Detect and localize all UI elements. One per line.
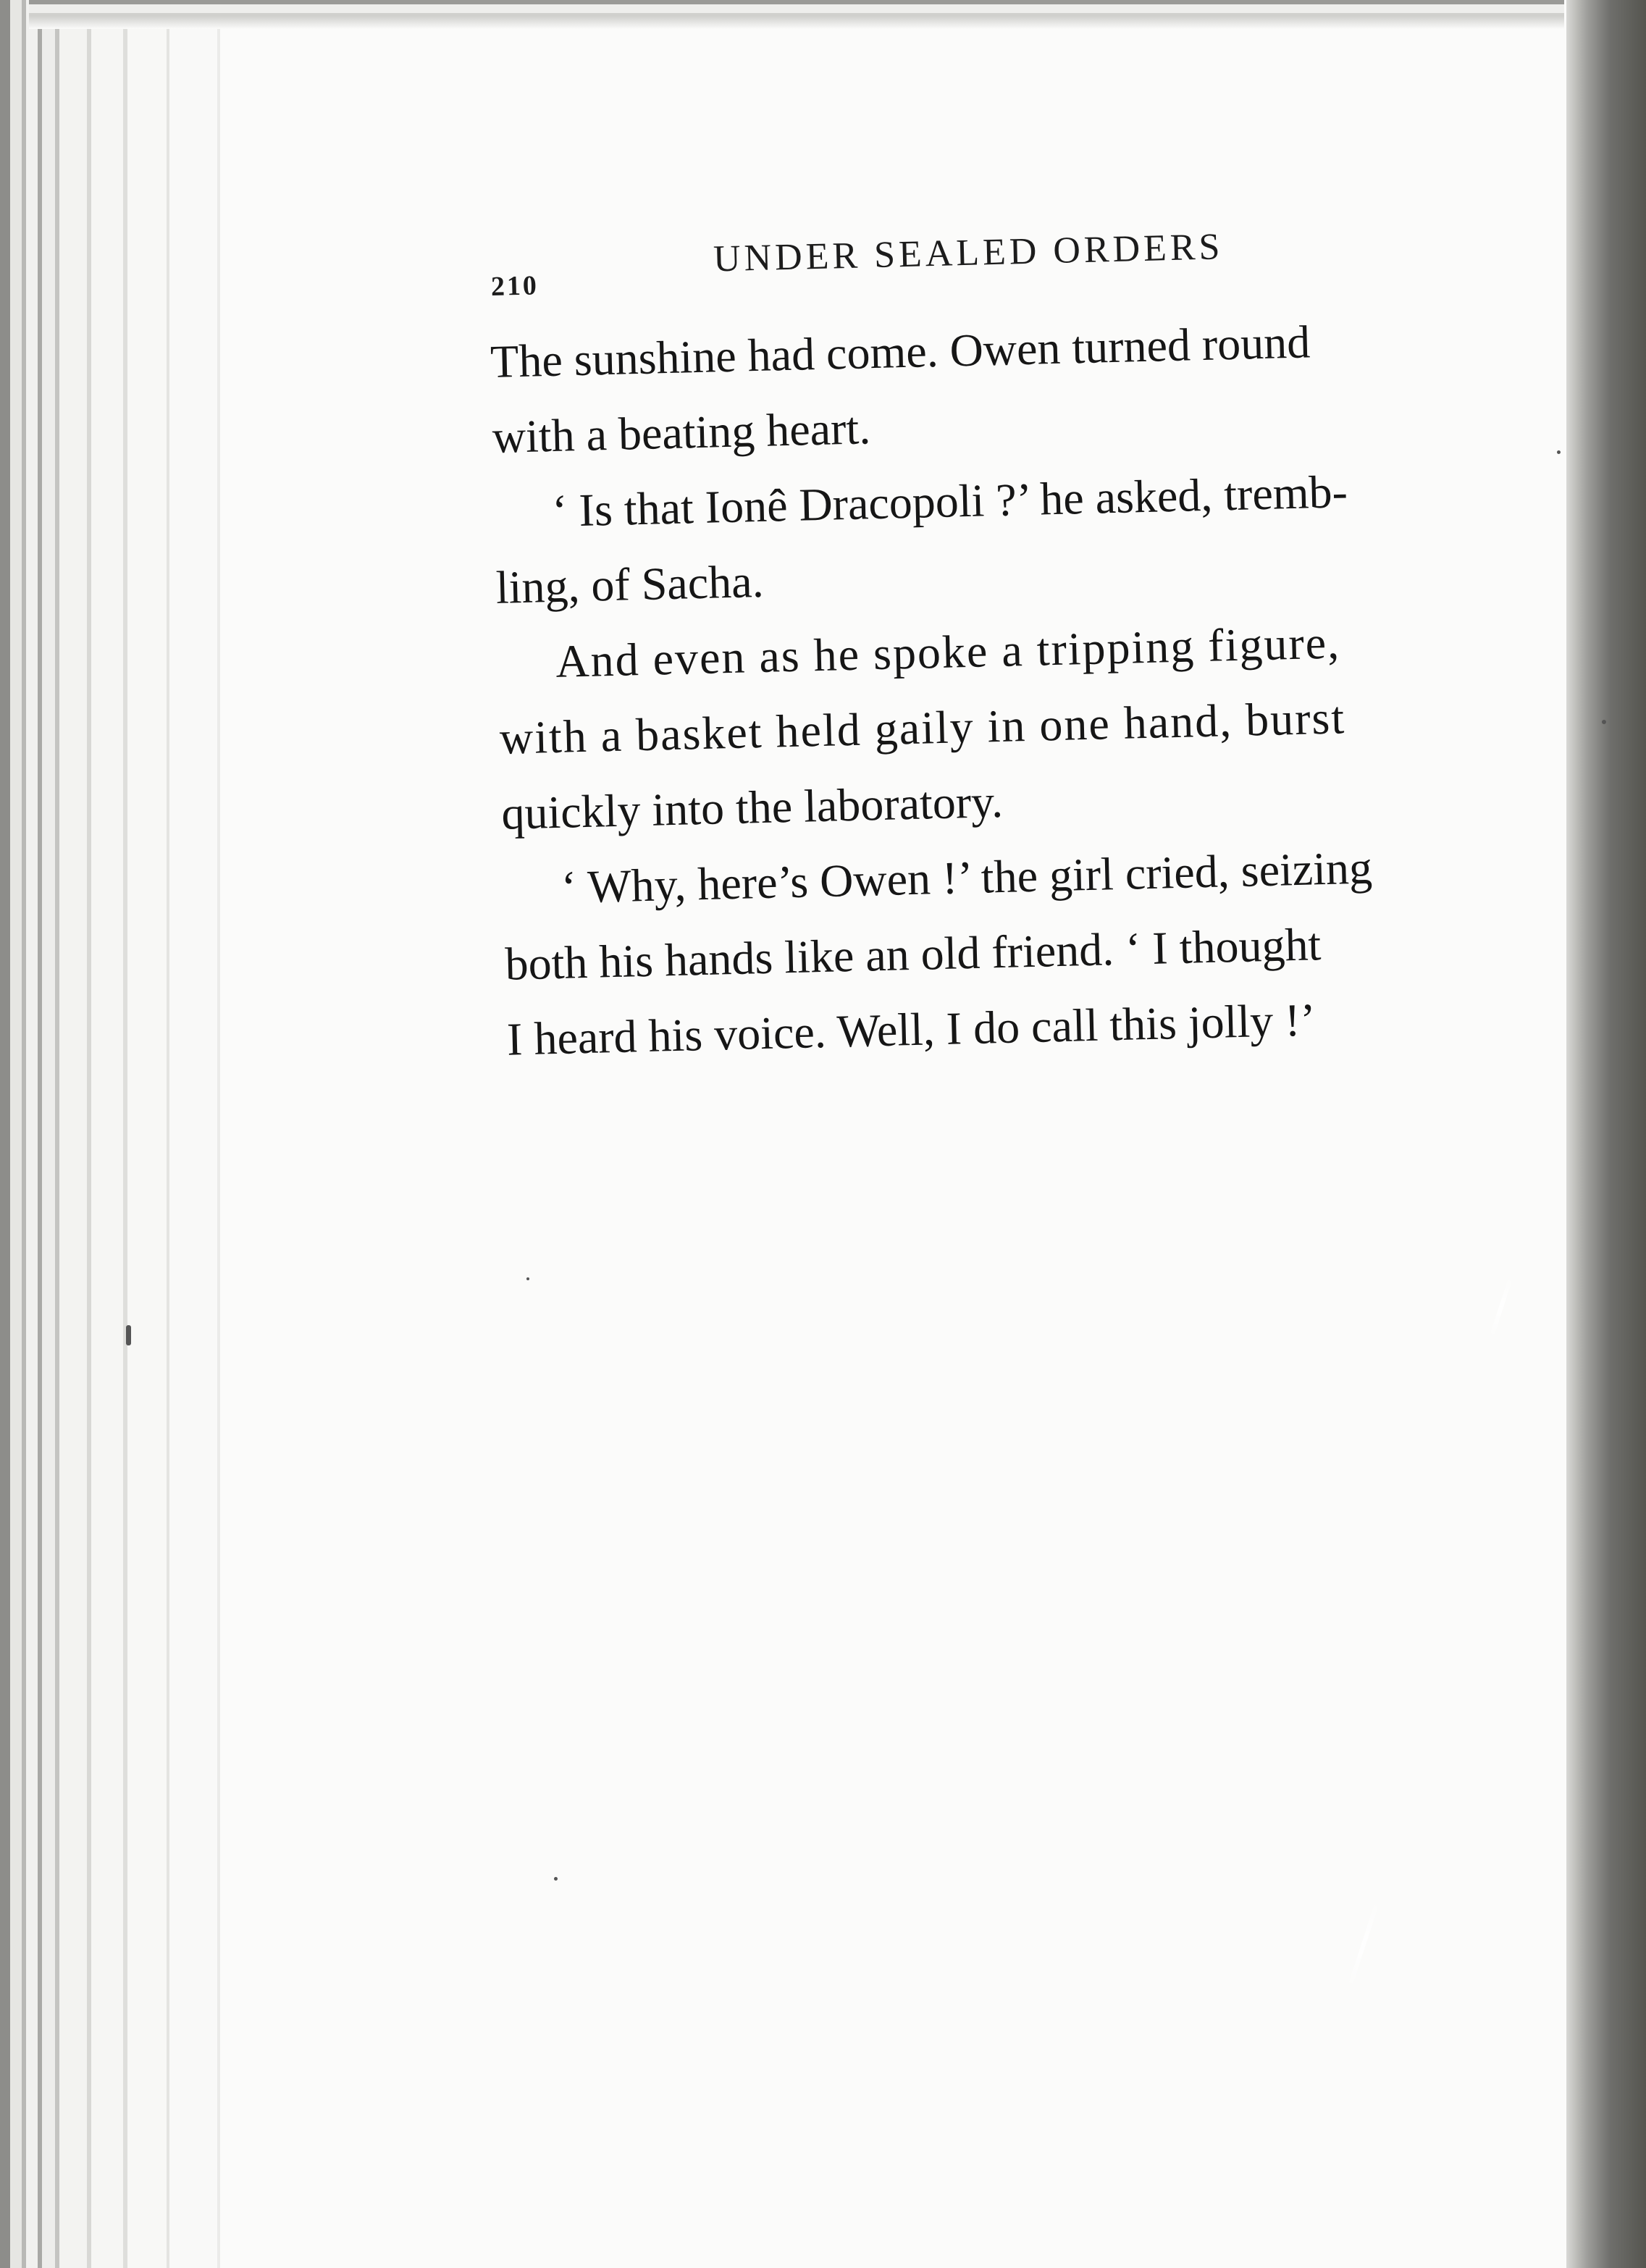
text-line: ‘ Why, here’s Owen !’ the girl cried, seizing — [560, 841, 1373, 913]
scan-scratch — [1489, 1275, 1513, 1338]
scan-speck — [554, 1877, 558, 1881]
body-text — [490, 300, 1521, 1078]
text-line: And even as he spoke a tripping figure, — [555, 616, 1341, 687]
text-line: with a basket held gaily in one hand, burst — [499, 692, 1346, 764]
page-header — [490, 211, 1288, 310]
scan-speck — [126, 1325, 131, 1345]
text-line: quickly into the laboratory. — [500, 775, 1004, 839]
page-stack-edge — [0, 0, 275, 2268]
right-binding-shadow — [1566, 0, 1646, 2268]
text-line: both his hands like an old friend. ‘ I thought — [504, 918, 1322, 990]
top-page-edge — [29, 0, 1564, 29]
running-title: UNDER SEALED ORDERS — [713, 226, 1225, 280]
text-line: ling, of Sacha. — [495, 555, 765, 613]
text-line: with a beating heart. — [491, 402, 871, 463]
text-line: ‘ Is that Ionê Dracopoli ?’ he asked, tremb- — [551, 466, 1348, 537]
scan-speck — [1557, 450, 1561, 454]
page-number: 210 — [490, 270, 539, 302]
scan-speck — [526, 1277, 529, 1280]
scan-speck — [1602, 720, 1606, 724]
text-line: I heard his voice. Well, I do call this jolly !’ — [506, 994, 1317, 1065]
text-line: The sunshine had come. Owen turned round — [490, 316, 1311, 387]
scan-scratch — [1347, 1899, 1380, 1989]
